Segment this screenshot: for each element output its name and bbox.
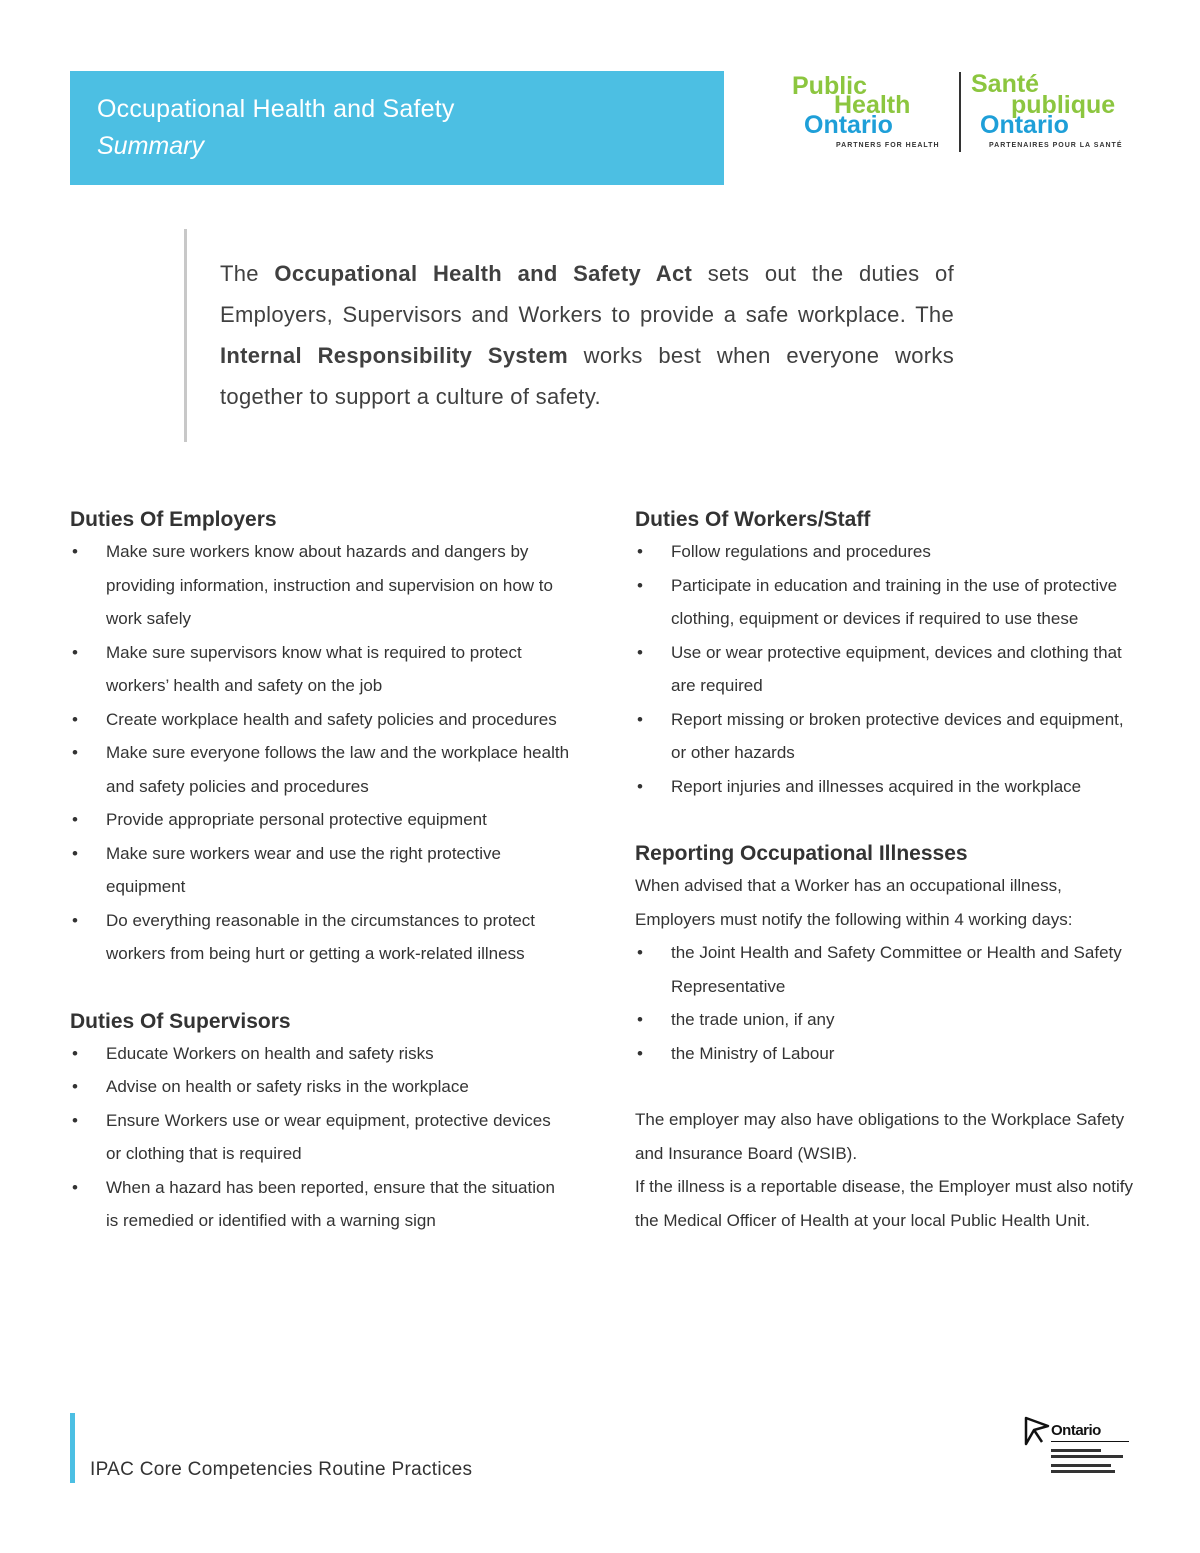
footer-text: IPAC Core Competencies Routine Practices bbox=[90, 1459, 473, 1480]
logo-fr-tagline: PARTENAIRES POUR LA SANTÉ bbox=[989, 142, 1123, 149]
ontario-small-print bbox=[1051, 1470, 1115, 1473]
logo-en-health: Health bbox=[834, 91, 911, 119]
list-item: • Advise on health or safety risks in the workplace bbox=[70, 1070, 570, 1104]
list-item: • Do everything reasonable in the circumstances to protect workers from being hurt or getting a work-related illness bbox=[70, 904, 570, 971]
workers-heading: Duties Of Workers/Staff bbox=[635, 508, 871, 531]
logo-divider bbox=[959, 72, 961, 152]
intro-text: The bbox=[915, 302, 954, 327]
logo-fr-ontario: Ontario bbox=[980, 111, 1069, 139]
logo-en-tagline: PARTNERS FOR HEALTH bbox=[836, 142, 940, 149]
list-item: • Use or wear protective equipment, devices and clothing that are required bbox=[635, 636, 1135, 703]
list-item: • When a hazard has been reported, ensure that the situation is remedied or identified with a warning sign bbox=[70, 1171, 570, 1238]
list-item: • Make sure workers know about hazards and dangers by providing information, instruction and supervision on how to work safely bbox=[70, 535, 570, 636]
list-item: • the Ministry of Labour bbox=[635, 1037, 1135, 1071]
intro-bold-act: Occupational Health and Safety Act bbox=[274, 261, 693, 286]
list-item: • Educate Workers on health and safety risks bbox=[70, 1037, 570, 1071]
list-item: • Make sure everyone follows the law and the workplace health and safety policies and procedures bbox=[70, 736, 570, 803]
intro-text: works best when everyone works together to support a culture of safety. bbox=[220, 343, 954, 409]
workers-list bbox=[635, 535, 1135, 803]
logo-en-public: Public bbox=[792, 72, 868, 100]
wsib-paragraph: The employer may also have obligations to the Workplace Safety and Insurance Board (WSIB). bbox=[635, 1110, 1125, 1163]
list-item: • the trade union, if any bbox=[635, 1003, 1135, 1037]
reporting-list bbox=[635, 936, 1135, 1070]
intro-paragraph bbox=[220, 253, 954, 417]
list-item: • Make sure supervisors know what is required to protect workers’ health and safety on the job bbox=[70, 636, 570, 703]
reportable-disease-paragraph: If the illness is a reportable disease, the Employer must also notify the Medical Officer of Health at your local Public Health Unit. bbox=[635, 1177, 1133, 1230]
ontario-rule bbox=[1051, 1441, 1129, 1442]
list-item: • Report missing or broken protective devices and equipment, or other hazards bbox=[635, 703, 1135, 770]
logo-en-ontario: Ontario bbox=[804, 111, 893, 139]
list-item: • Follow regulations and procedures bbox=[635, 535, 1135, 569]
footer-accent-bar bbox=[70, 1413, 75, 1483]
ontario-wordmark: Ontario bbox=[1051, 1422, 1101, 1439]
intro-bold-irs: Internal Responsibility System bbox=[220, 343, 568, 368]
employers-heading: Duties Of Employers bbox=[70, 508, 277, 531]
list-item: • Provide appropriate personal protective equipment bbox=[70, 803, 570, 837]
reporting-heading: Reporting Occupational Illnesses bbox=[635, 842, 968, 865]
list-item: • the Joint Health and Safety Committee or Health and Safety Representative bbox=[635, 936, 1135, 1003]
document-title: Occupational Health and Safety bbox=[97, 95, 455, 123]
list-item: • Ensure Workers use or wear equipment, protective devices or clothing that is required bbox=[70, 1104, 570, 1171]
logo-fr-sante: Santé bbox=[971, 70, 1040, 98]
trillium-icon bbox=[1022, 1414, 1052, 1446]
ontario-small-print bbox=[1051, 1455, 1123, 1458]
intro-text: The bbox=[220, 261, 275, 286]
intro-callout bbox=[184, 229, 954, 442]
list-item: • Make sure workers wear and use the right protective equipment bbox=[70, 837, 570, 904]
right-column bbox=[635, 505, 1135, 1237]
intro-text: sets out the duties of Employers, Supervisors and Workers to provide a safe workplace. bbox=[220, 261, 954, 327]
logo-fr-publique: publique bbox=[1011, 91, 1116, 119]
employers-list bbox=[70, 535, 570, 971]
supervisors-heading: Duties Of Supervisors bbox=[70, 1009, 291, 1033]
ontario-small-print bbox=[1051, 1464, 1111, 1467]
reporting-intro: When advised that a Worker has an occupational illness, Employers must notify the following within 4 working days: bbox=[635, 876, 1073, 929]
document-subtitle: Summary bbox=[97, 132, 204, 160]
public-health-ontario-logo bbox=[792, 72, 1137, 162]
list-item: • Report injuries and illnesses acquired in the workplace bbox=[635, 770, 1135, 804]
ontario-small-print bbox=[1051, 1449, 1101, 1452]
left-column bbox=[70, 505, 570, 1238]
list-item: • Create workplace health and safety policies and procedures bbox=[70, 703, 570, 737]
title-banner bbox=[70, 71, 724, 185]
supervisors-list bbox=[70, 1037, 570, 1238]
ontario-logo bbox=[1022, 1412, 1132, 1484]
list-item: • Participate in education and training in the use of protective clothing, equipment or devices if required to use these bbox=[635, 569, 1135, 636]
